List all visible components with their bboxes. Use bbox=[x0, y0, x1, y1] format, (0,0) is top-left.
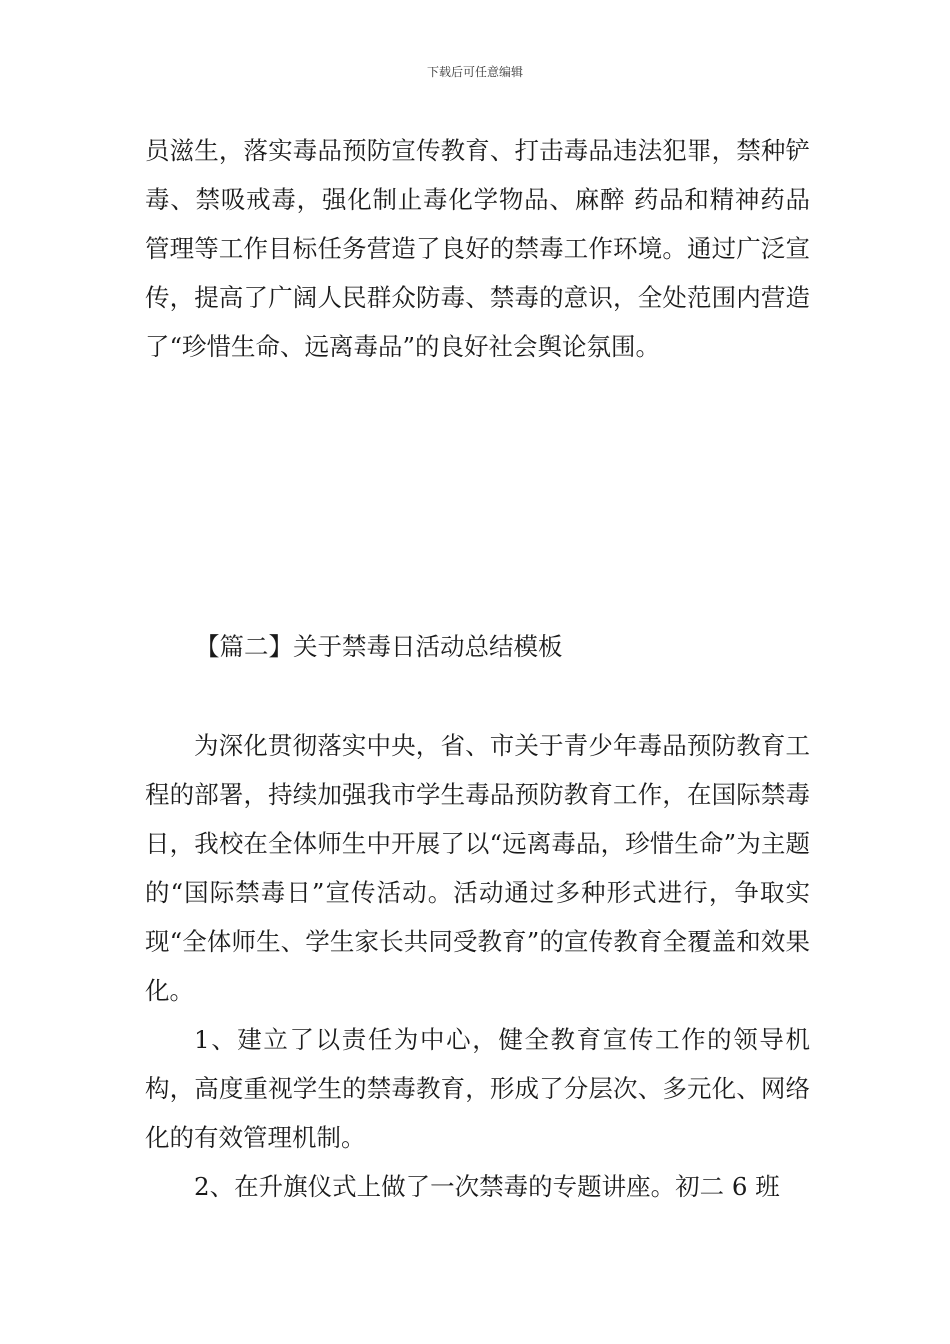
body-paragraphs bbox=[145, 721, 810, 1211]
section-title: 【篇二】关于禁毒日活动总结模板 bbox=[195, 632, 563, 661]
paragraph-text: 员滋生，落实毒品预防宣传教育、打击毒品违法犯罪，禁种铲毒、禁吸戒毒，强化制止毒化学物品、麻醉 药品和精神药品管理等工作目标任务营造了良好的禁毒工作环境。通过广泛宣传，提高了广阔人民群众防毒、禁毒的意识，全处范围内营造了“珍惜生命、远离毒品”的良好社会舆论氛围。 bbox=[145, 136, 810, 361]
paragraph-intro: 为深化贯彻落实中央，省、市关于青少年毒品预防教育工程的部署，持续加强我市学生毒品预防教育工作，在国际禁毒日，我校在全体师生中开展了以“远离毒品，珍惜生命”为主题的“国际禁毒日”宣传活动。活动通过多种形式进行，争取实现“全体师生、学生家长共同受教育”的宣传教育全覆盖和效果化。 bbox=[145, 731, 810, 1005]
page-header-note: 下载后可任意编辑 bbox=[426, 65, 523, 79]
paragraph-item-2: 2、在升旗仪式上做了一次禁毒的专题讲座。初二 6 班 bbox=[194, 1172, 780, 1201]
paragraph-item-1: 1、建立了以责任为中心，健全教育宣传工作的领导机构，高度重视学生的禁毒教育，形成了分层次、多元化、网络化的有效管理机制。 bbox=[145, 1025, 810, 1152]
continuation-paragraph bbox=[145, 126, 810, 371]
